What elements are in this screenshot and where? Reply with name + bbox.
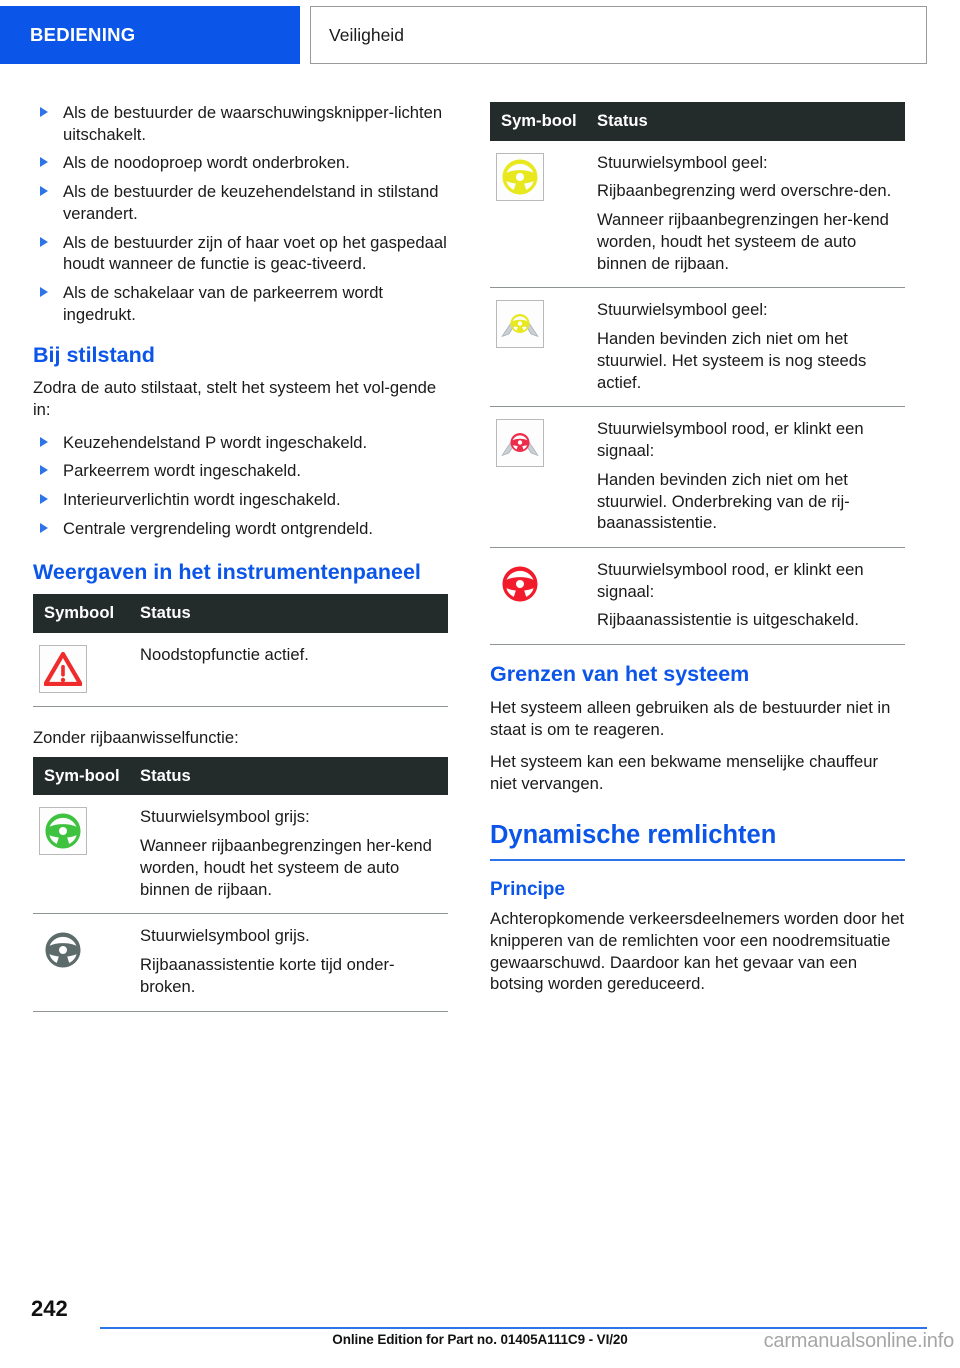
list-item-text: Als de bestuurder de waarschuwingsknipper-lichten uitschakelt. [63,103,443,144]
heading-bij-stilstand: Bij stilstand [33,342,155,367]
status-line: Handen bevinden zich niet om het stuurwiel. Het systeem is nog steeds actief. [597,329,867,392]
bullet-triangle-icon [40,186,48,196]
status-cell [129,795,448,913]
header-section-label: Veiligheid [310,6,927,64]
bullet-triangle-icon [40,494,48,504]
status-cell [129,914,448,1011]
list-item-text: Als de schakelaar van de parkeerrem wordt ingedrukt. [63,283,384,324]
page-header [0,6,960,64]
principe-paragraph: Achteropkomende verkeersdeelnemers worden door het knipperen van de remlichten voor een noodremsituatie gewaarschuwd. Daardoor kan het gevaar van een botsing worden gereduceerd. [490,909,905,994]
bullet-triangle-icon [40,157,48,167]
table-row [33,633,448,707]
symbol-cell [490,548,586,645]
status-cell [129,633,448,707]
table-header-row [33,757,448,796]
bij-stilstand-bullet-list [33,432,448,540]
steering-wheel-gray-icon [39,926,87,974]
grenzen-paragraph-2: Het systeem kan een bekwame menselijke chauffeur niet vervangen. [490,752,879,793]
status-cell [586,407,905,548]
heading-dynamische-remlichten: Dynamische remlichten [490,821,905,861]
list-item-text: Als de bestuurder de keuzehendelstand in stilstand verandert. [63,182,439,223]
table-emergency-status [33,594,448,707]
bij-stilstand-paragraph: Zodra de auto stilstaat, stelt het systeem het vol-gende in: [33,378,437,419]
status-line: Handen bevinden zich niet om het stuurwiel. Onderbreking van de rij-baanassistentie. [597,469,850,533]
column-header-status: Status [129,757,448,796]
status-line: Stuurwielsymbool grijs: [140,807,310,827]
list-item-text: Centrale vergrendeling wordt ontgrendeld. [63,518,373,538]
steering-wheel-yellow-icon [496,153,544,201]
table-row [490,288,905,407]
status-line: Stuurwielsymbool geel: [597,300,768,320]
intro-bullet-list [33,102,448,326]
bullet-triangle-icon [40,465,48,475]
table-no-lane-change [33,757,448,1012]
heading-grenzen: Grenzen van het systeem [490,662,750,687]
list-item-text: Interieurverlichtin wordt ingeschakeld. [63,490,341,510]
bullet-triangle-icon [40,523,48,533]
heading-principe: Principe [490,879,565,901]
bullet-triangle-icon [40,107,48,117]
status-line: Stuurwielsymbool grijs. [140,926,310,946]
edition-note: Online Edition for Part no. 01405A111C9 - VI/20 [332,1332,628,1347]
steering-wheel-green-icon [39,807,87,855]
column-header-symbol: Sym-bool [33,757,129,796]
watermark-text: carmanualsonline.info [763,1330,954,1352]
status-line: Wanneer rijbaanbegrenzingen her-kend worden, houdt het systeem de auto binnen de rijbaan. [597,210,889,273]
bullet-triangle-icon [40,437,48,447]
symbol-cell [490,288,586,407]
symbol-cell [33,914,129,1011]
page-number: 242 [31,1296,68,1321]
table-row [490,548,905,645]
symbol-cell [33,795,129,913]
heading-weergaven: Weergaven in het instrumentenpaneel [33,559,421,584]
hands-off-wheel-yellow-icon [496,300,544,348]
symbol-cell [490,141,586,288]
status-line: Rijbaanassistentie is uitgeschakeld. [597,610,859,630]
list-item-text: Als de bestuurder zijn of haar voet op het gaspedaal houdt wanneer de functie is geac-tiveerd. [63,232,447,274]
column-header-status: Status [586,102,905,141]
column-header-symbol: Symbool [33,594,129,633]
page-footer [0,1282,960,1368]
table-header-row [33,594,448,633]
warning-triangle-icon [39,645,87,693]
status-cell [586,548,905,645]
status-line: Rijbaanbegrenzing werd overschre-den. [597,181,892,201]
status-cell [586,141,905,288]
list-item [33,489,448,511]
column-header-status: Status [129,594,448,633]
list-item-text: Keuzehendelstand P wordt ingeschakeld. [63,432,368,452]
status-line: Wanneer rijbaanbegrenzingen her-kend worden, houdt het systeem de auto binnen de rijbaan. [140,836,432,899]
note-zonder-rijbaanwissel: Zonder rijbaanwisselfunctie: [33,727,239,747]
steering-wheel-red-icon [496,560,544,608]
status-line: Noodstopfunctie actief. [140,644,309,664]
table-header-row [490,102,905,141]
table-row [33,914,448,1011]
bullet-triangle-icon [40,287,48,297]
list-item [33,518,448,540]
list-item-text: Parkeerrem wordt ingeschakeld. [63,461,301,481]
column-header-symbol: Sym-bool [490,102,586,141]
status-cell [586,288,905,407]
status-line: Rijbaanassistentie korte tijd onder-broken. [140,955,395,996]
list-item [33,460,448,482]
list-item [33,232,448,275]
table-row [33,795,448,913]
footer-divider [100,1327,927,1329]
list-item [33,432,448,454]
table-row [490,141,905,288]
table-row [490,407,905,548]
list-item [33,152,448,174]
list-item [33,102,448,145]
bullet-triangle-icon [40,237,48,247]
hands-off-wheel-red-icon [496,419,544,467]
status-line: Stuurwielsymbool rood, er klinkt een signaal: [597,560,864,601]
list-item [33,181,448,224]
status-line: Stuurwielsymbool rood, er klinkt een signaal: [597,419,864,461]
grenzen-paragraph-1: Het systeem alleen gebruiken als de bestuurder niet in staat is om te reageren. [490,697,891,739]
symbol-cell [490,407,586,548]
right-column [490,102,905,1012]
content-columns [0,102,960,1012]
list-item [33,282,448,325]
list-item-text: Als de noodoproep wordt onderbroken. [63,153,350,173]
status-line: Stuurwielsymbool geel: [597,152,768,172]
left-column [33,102,448,1012]
table-lane-states [490,102,905,645]
header-chapter-label: BEDIENING [0,6,300,64]
symbol-cell [33,633,129,707]
